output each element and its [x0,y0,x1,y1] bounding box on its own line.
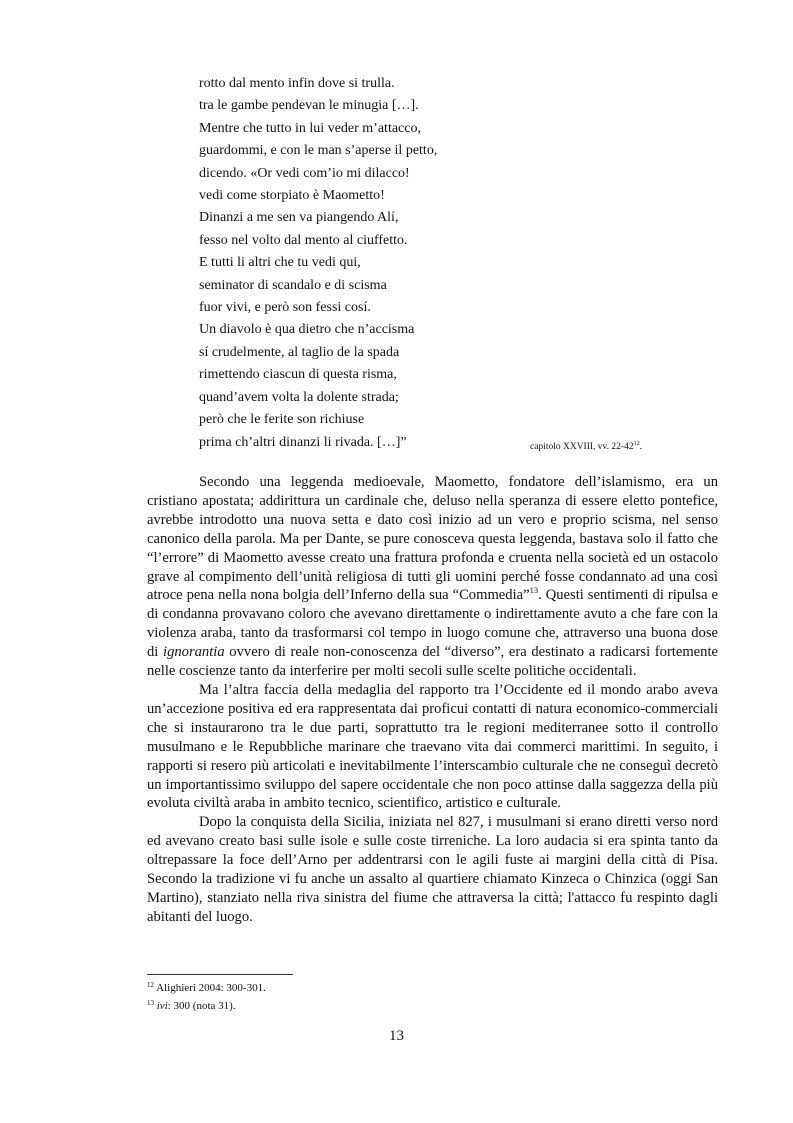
verse-citation: capitolo XXVIII, vv. $22-42^{12}$. [530,441,642,452]
paragraph [147,473,718,681]
footnote [147,996,266,1014]
footnote [147,978,266,996]
verse-line: E tutti li altri che tu vedi qui, [199,255,361,271]
main-text [147,473,718,927]
verse-line: guardommi, e con le man s’aperse il petto, [199,143,438,159]
verse-line: Un diavolo è qua dietro che n’accisma [199,322,415,338]
verse-line: però che le ferite son richiuse [199,412,365,428]
verse-line: vedi come storpiato è Maometto! [199,188,385,204]
paragraph: Ma l’altra faccia della medaglia del rapporto tra l’Occidente ed il mondo arabo aveva un’accezione positiva ed era rappresentata dai proficui contatti di natura economico-commerciali che si instaurarono tra le due parti, soprattutto tra le regioni mediterranee sotto il controllo musulmano e le Repubbliche marinare che traevano vita dai commerci marittimi. In seguito, i rapporti si resero più articolati e inevitabilmente l’interscambio culturale che ne conseguì decretò un importantissimo sviluppo del sapere occidentale che non poco attinse dalla saggezza della più evoluta civiltà araba in ambito tecnico, scientifico, artistico e culturale. [147,681,718,812]
footnote-italic: ivi [156,1000,168,1012]
italic-term: ignorantia [163,644,225,661]
verse-line: fesso nel volto dal mento al ciuffetto. [199,232,408,248]
paragraph-text: . Questi sentimenti di ripulsa e di condanna provavano coloro che avevano direttamente o indirettamente avuto a che fare con la violenza araba, tanto da trasformarsi col tempo in luogo comune che, attraverso una buona dose di [147,587,718,661]
page-number: 13 [389,1028,404,1044]
verse-quotation [199,73,619,454]
verse-line: dicendo. «Or vedi com’io mi dilacco! [199,165,410,181]
paragraph: Dopo la conquista della Sicilia, iniziata nel 827, i musulmani si erano diretti verso nord ed avevano creato basi sulle isole e sulle coste tirreniche. La loro audacia si era spinta tanto da oltrepassare la foce dell’Arno per addentrarsi con le agili fuste ai margini della città di Pisa. Secondo la tradizione vi fu anche un assalto al quartiere chiamato Kinzeca o Chinzica (oggi San Martino), stanziato nella riva sinistra del fiume che attraversa la città; l'attacco fu respinto dagli abitanti del luogo. [147,814,718,925]
verse-line: tra le gambe pendevan le minugia […]. [199,98,419,114]
verse-line: Mentre che tutto in lui veder m’attacco, [199,120,421,136]
paragraph-text: ovvero di reale non-conoscenza del “diverso”, era destinato a radicarsi fortemente nelle coscienze tanto da interferire per molti secoli sulle scelte politiche occidentali. [147,644,718,680]
footnote-number: 13 [147,999,154,1007]
verse-line: quand’avem volta la dolente strada; [199,389,399,405]
citation-text: capitolo XXVIII, vv. 22-42 [530,442,634,452]
verse-line: rimettendo ciascun di questa risma, [199,367,397,383]
footnote-separator [147,974,293,975]
footnote-number: 12 [147,981,154,989]
verse-line: seminator di scandalo e di scisma [199,277,387,293]
verse-line: fuor vivi, e però son fessi cosí. [199,300,371,316]
footnote-ref-13[interactable]: 13 [529,585,539,596]
verse-line: sí crudelmente, al taglio de la spada [199,344,400,360]
verse-line: rotto dal mento infin dove si trulla. [199,76,395,91]
footnote-text: : 300 (nota 31). [167,1000,236,1012]
footnote-ref-12[interactable]: 12 [633,441,640,447]
paragraph-text: Secondo una leggenda medioevale, Maometto, fondatore dell’islamismo, era un cristiano apostata; addirittura un cardinale che, deluso nella speranza di essere eletto pontefice, avrebbe introdotto una nuova setta e dato così inizio ad un vero e proprio scisma, nel senso canonico della parola. Ma per Dante, se pure conosceva questa leggenda, bastava solo il fatto che “l’errore” di Maometto avesse creato una frattura profonda e cruenta nella società ed un ostacolo grave al compimento dell’unità religiosa di tutti gli uomini perché fosse condannato ad una così atroce pena nella nona bolgia dell’Inferno della sua “Commedia” [147,474,718,604]
verse-line: prima ch’altri dinanzi li rivada. […]” [199,434,407,450]
verse-line: Dinanzi a me sen va piangendo Alí, [199,210,399,226]
footnote-text: Alighieri 2004: 300-301. [156,982,266,994]
footnotes [147,978,266,1014]
